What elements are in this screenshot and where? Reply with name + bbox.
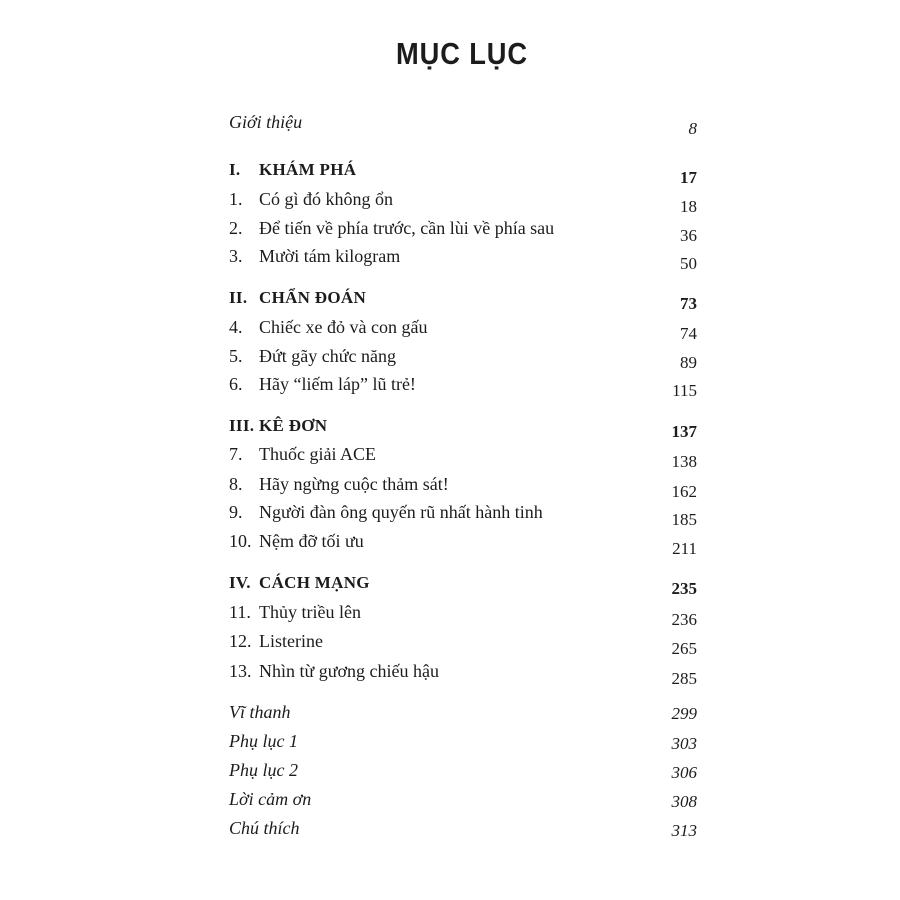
toc-section-row: [229, 789, 697, 819]
toc-entry-title: Listerine: [259, 631, 323, 651]
toc-section-row: [229, 702, 697, 732]
toc-page-number: 306: [671, 763, 697, 782]
toc-part-row: [229, 416, 697, 446]
toc-page-number: 89: [680, 353, 697, 372]
toc-page-number: 236: [671, 610, 697, 629]
toc-entry-number: 12.: [229, 631, 252, 651]
toc-entry-title: KÊ ĐƠN: [259, 416, 328, 435]
toc-page-number: 36: [680, 226, 697, 245]
toc-entry-title: Người đàn ông quyến rũ nhất hành tinh: [259, 502, 543, 522]
toc-entry-label: [229, 288, 366, 308]
toc-part-row: [229, 573, 697, 603]
toc-entry-title: Hãy ngừng cuộc thảm sát!: [259, 474, 449, 494]
toc-page-number: 308: [671, 792, 697, 811]
toc-entry-number: 8.: [229, 474, 243, 494]
toc-entry-title: Nhìn từ gương chiếu hậu: [259, 661, 439, 681]
toc-section-row: [229, 760, 697, 790]
toc-entry-title: CÁCH MẠNG: [259, 573, 370, 592]
toc-chapter-row: [229, 444, 697, 474]
toc-part-row: [229, 288, 697, 318]
toc-entry-label: [229, 818, 300, 839]
toc-page-number: 265: [671, 639, 697, 658]
toc-chapter-row: [229, 374, 697, 404]
toc-entry-label: [229, 702, 291, 723]
toc-entry-label: [229, 661, 439, 682]
toc-entry-label: [229, 416, 327, 436]
toc-entry-title: Thuốc giải ACE: [259, 444, 376, 464]
toc-entry-number: II.: [229, 288, 248, 307]
toc-entry-title: CHẨN ĐOÁN: [259, 288, 367, 307]
toc-page-number: 235: [671, 579, 697, 598]
toc-entry-number: 7.: [229, 444, 243, 464]
toc-entry-label: [229, 112, 302, 133]
toc-entry-title: Để tiến về phía trước, cần lùi về phía sau: [259, 218, 555, 238]
toc-part-row: [229, 160, 697, 190]
toc-page-number: 162: [671, 482, 697, 501]
toc-entry-number: 9.: [229, 502, 243, 522]
toc-chapter-row: [229, 189, 697, 219]
toc-entry-title: KHÁM PHÁ: [259, 160, 357, 179]
toc-section-row: [229, 112, 697, 142]
toc-chapter-row: [229, 661, 697, 691]
toc-entry-title: Giới thiệu: [229, 112, 303, 132]
toc-chapter-row: [229, 531, 697, 561]
toc-entry-label: [229, 631, 323, 652]
toc-page-number: 74: [680, 324, 697, 343]
toc-entry-number: III.: [229, 416, 255, 435]
toc-entry-label: [229, 374, 416, 395]
toc-page-number: 137: [671, 422, 697, 441]
toc-page-number: 299: [671, 704, 697, 723]
toc-entry-label: [229, 160, 356, 180]
toc-page-number: 115: [672, 381, 697, 400]
toc-entry-number: 6.: [229, 374, 243, 394]
toc-entry-label: [229, 218, 554, 239]
toc-entry-label: [229, 789, 311, 810]
toc-entry-title: Nệm đỡ tối ưu: [259, 531, 364, 551]
toc-entry-label: [229, 573, 370, 593]
toc-page-number: 73: [680, 294, 697, 313]
toc-chapter-row: [229, 246, 697, 276]
toc-page-number: 18: [680, 197, 697, 216]
toc-page-number: 17: [680, 168, 697, 187]
toc-page-number: 285: [671, 669, 697, 688]
toc-entry-label: [229, 531, 364, 552]
toc-entry-title: Có gì đó không ổn: [259, 189, 394, 209]
toc-entry-title: Thủy triều lên: [259, 602, 361, 622]
toc-entry-title: Chiếc xe đỏ và con gấu: [259, 317, 428, 337]
toc-page-number: 185: [671, 510, 697, 529]
toc-page-number: 313: [671, 821, 697, 840]
toc-chapter-row: [229, 218, 697, 248]
toc-entry-number: 13.: [229, 661, 252, 681]
toc-entry-number: 5.: [229, 346, 243, 366]
toc-page-number: 138: [671, 452, 697, 471]
toc-entry-label: [229, 189, 393, 210]
toc-chapter-row: [229, 317, 697, 347]
toc-entry-title: Phụ lục 1: [229, 731, 298, 751]
toc-entry-label: [229, 317, 427, 338]
toc-page-number: 8: [688, 119, 697, 138]
toc-chapter-row: [229, 631, 697, 661]
toc-entry-number: 4.: [229, 317, 243, 337]
toc-entry-number: IV.: [229, 573, 251, 592]
toc-entry-number: 1.: [229, 189, 243, 209]
toc-chapter-row: [229, 502, 697, 532]
toc-entry-label: [229, 602, 361, 623]
toc-section-row: [229, 731, 697, 761]
toc-entry-number: 11.: [229, 602, 251, 622]
toc-entry-number: 3.: [229, 246, 243, 266]
toc-entry-number: 10.: [229, 531, 252, 551]
toc-page-number: 50: [680, 254, 697, 273]
toc-entry-label: [229, 444, 376, 465]
toc-entry-number: 2.: [229, 218, 243, 238]
toc-entry-label: [229, 731, 298, 752]
toc-entry-title: Đứt gãy chức năng: [259, 346, 396, 366]
toc-entry-title: Chú thích: [229, 818, 300, 838]
toc-section-row: [229, 818, 697, 848]
toc-entry-title: Mười tám kilogram: [259, 246, 401, 266]
toc-entry-number: I.: [229, 160, 241, 179]
toc-entry-title: Phụ lục 2: [229, 760, 298, 780]
toc-entry-title: Lời cảm ơn: [229, 789, 312, 809]
toc-entry-label: [229, 474, 449, 495]
toc-entry-label: [229, 502, 543, 523]
toc-chapter-row: [229, 474, 697, 504]
toc-entry-title: Vĩ thanh: [229, 702, 291, 722]
page-title: MỤC LỤC: [396, 36, 528, 71]
toc-chapter-row: [229, 346, 697, 376]
toc-entry-label: [229, 346, 396, 367]
toc-entry-title: Hãy “liếm láp” lũ trẻ!: [259, 374, 416, 394]
toc-chapter-row: [229, 602, 697, 632]
toc-page-number: 211: [672, 539, 697, 558]
toc-entry-label: [229, 246, 400, 267]
toc-entry-label: [229, 760, 298, 781]
toc-page-number: 303: [671, 734, 697, 753]
